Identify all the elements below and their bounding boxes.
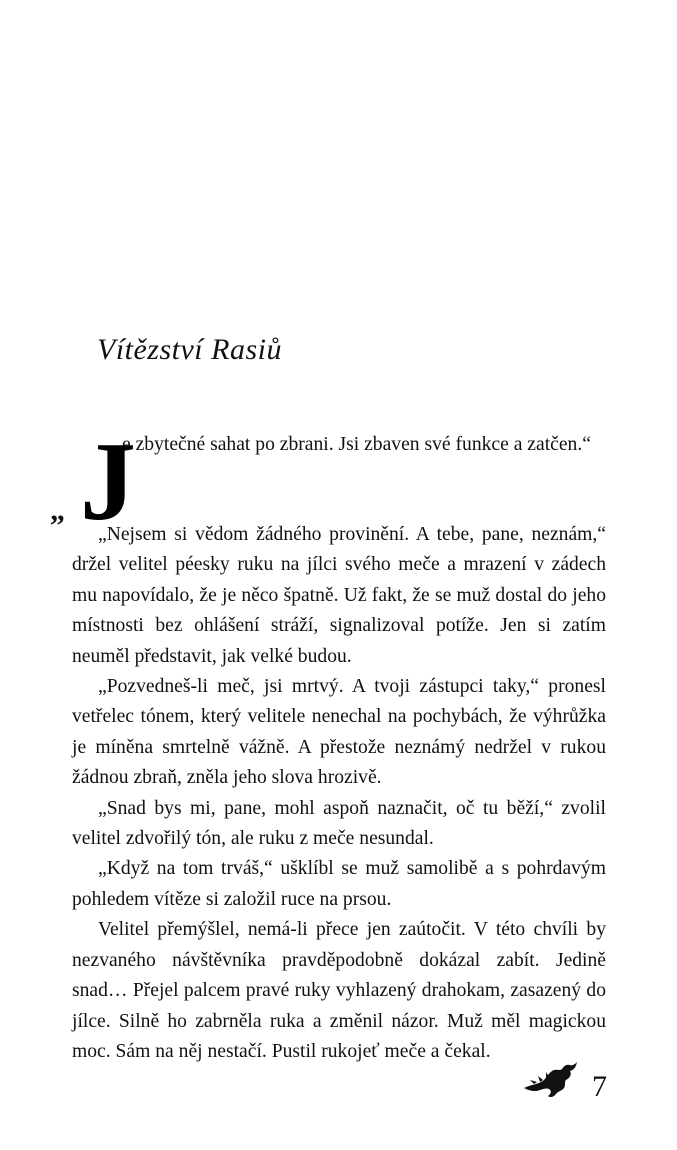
paragraph-2: „Nejsem si vědom žádného provinění. A tebe, pane, neznám,“ držel velitel péesky ruku na jílci svého meče a mrazení v zádech mu napovídalo, že je něco špatně. Už fakt, že se muž dostal do jeho místnosti bez ohlášení stráží, signalizoval potíže. Jen si zatím neuměl představit, jak velké budou. xyxy=(72,524,606,667)
paragraph-5: „Když na tom trváš,“ ušklíbl se muž samolibě a s pohrdavým pohledem vítěze si založil ruce na prsou. xyxy=(72,858,606,910)
opening-paragraph xyxy=(50,420,606,544)
body-text xyxy=(50,420,606,1067)
dropcap-letter: J xyxy=(80,420,136,544)
dragon-icon xyxy=(520,1058,582,1102)
paragraph-3: „Pozvedneš-li meč, jsi mrtvý. A tvoji zástupci taky,“ pronesl vetřelec tónem, který velitele nenechal na pochybách, že výhrůžka je míněna smrtelně vážně. A přestože neznámý nedržel v rukou žádnou zbraň, zněla jeho slova hrozivě. xyxy=(72,676,606,789)
page-number: 7 xyxy=(592,1070,607,1103)
paragraph-4: „Snad bys mi, pane, mohl aspoň naznačit, oč tu běží,“ zvolil velitel zdvořilý tón, ale ruku z meče nesundal. xyxy=(72,797,606,850)
paragraph-6: Velitel přemýšlel, nemá-li přece jen zaútočit. V této chvíli by nezvaného návštěvníka pravděpodobně dokázal zabít. Jedině snad… Přejel palcem pravé ruky vyhlazený drahokam, zasazený do jílce. Silně ho zabrněla ruka a změnil názor. Muž měl magickou moc. Sám na něj nestačí. Pustil rukojeť meče a čekal. xyxy=(72,919,606,1062)
opening-quote: „ xyxy=(50,494,65,527)
chapter-title: Vítězství Rasiů xyxy=(97,333,282,366)
opening-text: e zbytečné sahat po zbrani. Jsi zbaven své funkce a zatčen.“ xyxy=(122,434,591,455)
